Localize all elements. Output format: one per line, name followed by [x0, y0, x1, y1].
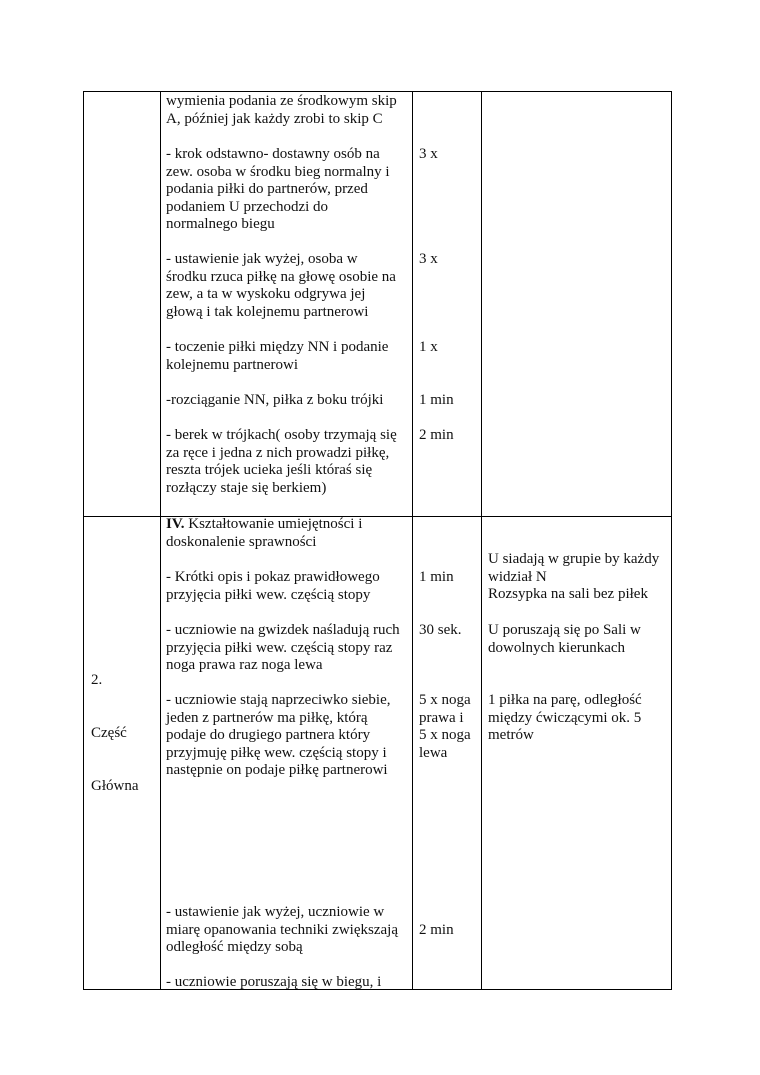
exercise-time: 2 min — [419, 922, 454, 938]
exercise-item: - krok odstawno- dostawny osób na zew. osoba w środku bieg normalny i podania piłki do partnerów, przed podaniem U przechodzi do normalnego biegu — [166, 146, 390, 233]
exercise-time: 2 min — [419, 427, 454, 443]
exercise-item: - toczenie piłki między NN i podanie kolejnemu partnerowi — [166, 339, 389, 373]
exercise-time: 1 min — [419, 392, 454, 408]
exercise-item: - Krótki opis i pokaz prawidłowego przyjęcia piłki wew. częścią stopy — [166, 569, 380, 603]
exercise-time: 3 x — [419, 146, 438, 162]
exercise-item: - uczniowie na gwizdek naśladują ruch przyjęcia piłki wew. częścią stopy raz noga prawa raz noga lewa — [166, 622, 400, 674]
exercise-item: - ustawienie jak wyżej, uczniowie w miarę opanowania techniki zwiększają odległość między sobą — [166, 904, 398, 956]
exercise-item: wymienia podania ze środkowym skip A, później jak każdy zrobi to skip C — [166, 93, 397, 127]
organization-notes: U siadają w grupie by każdy widział N Rozsypka na sali bez piłek — [488, 551, 660, 603]
column-divider — [481, 92, 482, 989]
organization-notes: 1 piłka na parę, odległość między ćwiczącymi ok. 5 metrów — [488, 692, 642, 744]
column-divider — [160, 92, 161, 989]
exercise-time: 1 x — [419, 339, 438, 355]
column-divider — [412, 92, 413, 989]
section-heading: IV. Kształtowanie umiejętności i doskonalenie sprawności — [166, 516, 363, 550]
exercise-item: - ustawienie jak wyżej, osoba w środku rzuca piłkę na głowę osobie na zew, a ta w wyskoku odgrywa jej głową i tak kolejnemu partnerowi — [166, 251, 396, 320]
exercise-time: 5 x noga prawa i 5 x noga lewa — [419, 692, 471, 761]
exercise-time: 3 x — [419, 251, 438, 267]
part-number: 2. — [91, 672, 103, 688]
exercise-item: - uczniowie poruszają się w biegu, i — [166, 974, 382, 990]
exercise-item: - uczniowie stają naprzeciwko siebie, jeden z partnerów ma piłkę, którą podaje do drugiego partnera który przyjmuję piłkę wew. częścią stopy i następnie on podaje piłkę partnerowi — [166, 692, 391, 779]
exercise-time: 1 min — [419, 569, 454, 585]
exercise-time: 30 sek. — [419, 622, 462, 638]
section-roman-numeral: IV. — [166, 516, 185, 532]
exercise-item: - berek w trójkach( osoby trzymają się za ręce i jedna z nich prowadzi piłkę, reszta trójek ucieka jeśli któraś się rozłączy staje się berkiem) — [166, 427, 397, 496]
exercise-item: -rozciąganie NN, piłka z boku trójki — [166, 392, 384, 408]
part-label: Część — [91, 725, 127, 741]
organization-notes: U poruszają się po Sali w dowolnych kierunkach — [488, 622, 641, 656]
lesson-plan-table — [83, 91, 672, 990]
part-label: Główna — [91, 778, 139, 794]
